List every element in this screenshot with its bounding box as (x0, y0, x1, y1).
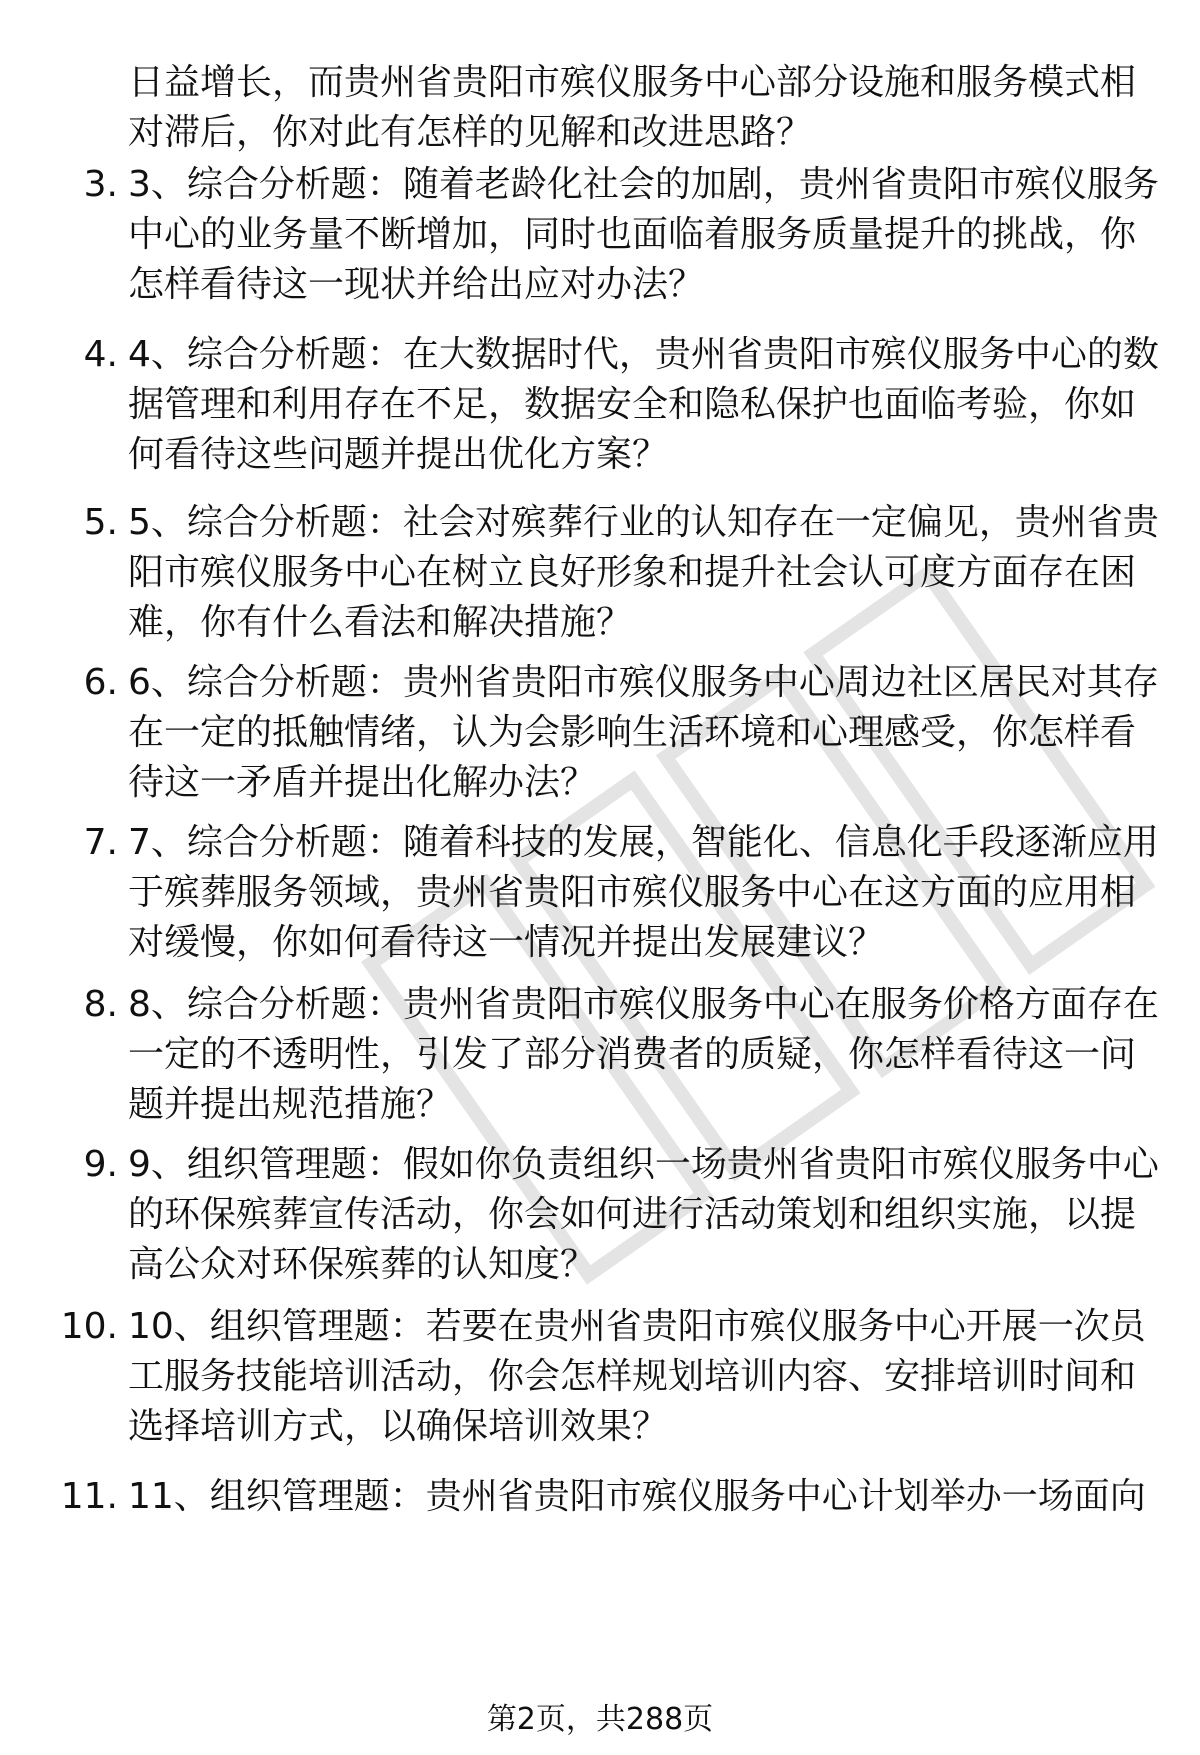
question-number: 4. (83, 334, 118, 375)
question-number: 5. (83, 502, 118, 543)
question-text: 11、组织管理题：贵州省贵阳市殡仪服务中心计划举办一场面向 (128, 1476, 1146, 1517)
question-text: 9、组织管理题：假如你负责组织一场贵州省贵阳市殡仪服务中心的环保殡葬宣传活动，你会如何进行活动策划和组织实施，以提高公众对环保殡葬的认知度？ (128, 1144, 1159, 1285)
question-number: 10. (60, 1306, 118, 1347)
question-number: 6. (83, 662, 118, 703)
question-number: 11. (60, 1476, 118, 1517)
question-text: 6、综合分析题：贵州省贵阳市殡仪服务中心周边社区居民对其存在一定的抵触情绪，认为会影响生活环境和心理感受，你怎样看待这一矛盾并提出化解办法？ (128, 662, 1159, 803)
question-number: 7. (83, 822, 118, 863)
question-continuation: 日益增长，而贵州省贵阳市殡仪服务中心部分设施和服务模式相对滞后，你对此有怎样的见解和改进思路？ (128, 62, 1137, 153)
question-number: 9. (83, 1144, 118, 1185)
question-text: 7、综合分析题：随着科技的发展，智能化、信息化手段逐渐应用于殡葬服务领域，贵州省贵阳市殡仪服务中心在这方面的应用相对缓慢，你如何看待这一情况并提出发展建议？ (128, 822, 1159, 963)
page-footer: 第2页，共288页 (486, 1702, 714, 1737)
question-text: 5、综合分析题：社会对殡葬行业的认知存在一定偏见，贵州省贵阳市殡仪服务中心在树立良好形象和提升社会认可度方面存在困难，你有什么看法和解决措施？ (128, 502, 1159, 643)
question-text: 8、综合分析题：贵州省贵阳市殡仪服务中心在服务价格方面存在一定的不透明性，引发了部分消费者的质疑，你怎样看待这一问题并提出规范措施？ (128, 984, 1159, 1125)
question-text: 4、综合分析题：在大数据时代，贵州省贵阳市殡仪服务中心的数据管理和利用存在不足，数据安全和隐私保护也面临考验，你如何看待这些问题并提出优化方案？ (128, 334, 1159, 475)
question-number: 8. (83, 984, 118, 1025)
question-text: 3、综合分析题：随着老龄化社会的加剧，贵州省贵阳市殡仪服务中心的业务量不断增加，同时也面临着服务质量提升的挑战，你怎样看待这一现状并给出应对办法？ (128, 164, 1159, 305)
question-number: 3. (83, 164, 118, 205)
question-text: 10、组织管理题：若要在贵州省贵阳市殡仪服务中心开展一次员工服务技能培训活动，你会怎样规划培训内容、安排培训时间和选择培训方式，以确保培训效果？ (128, 1306, 1146, 1447)
